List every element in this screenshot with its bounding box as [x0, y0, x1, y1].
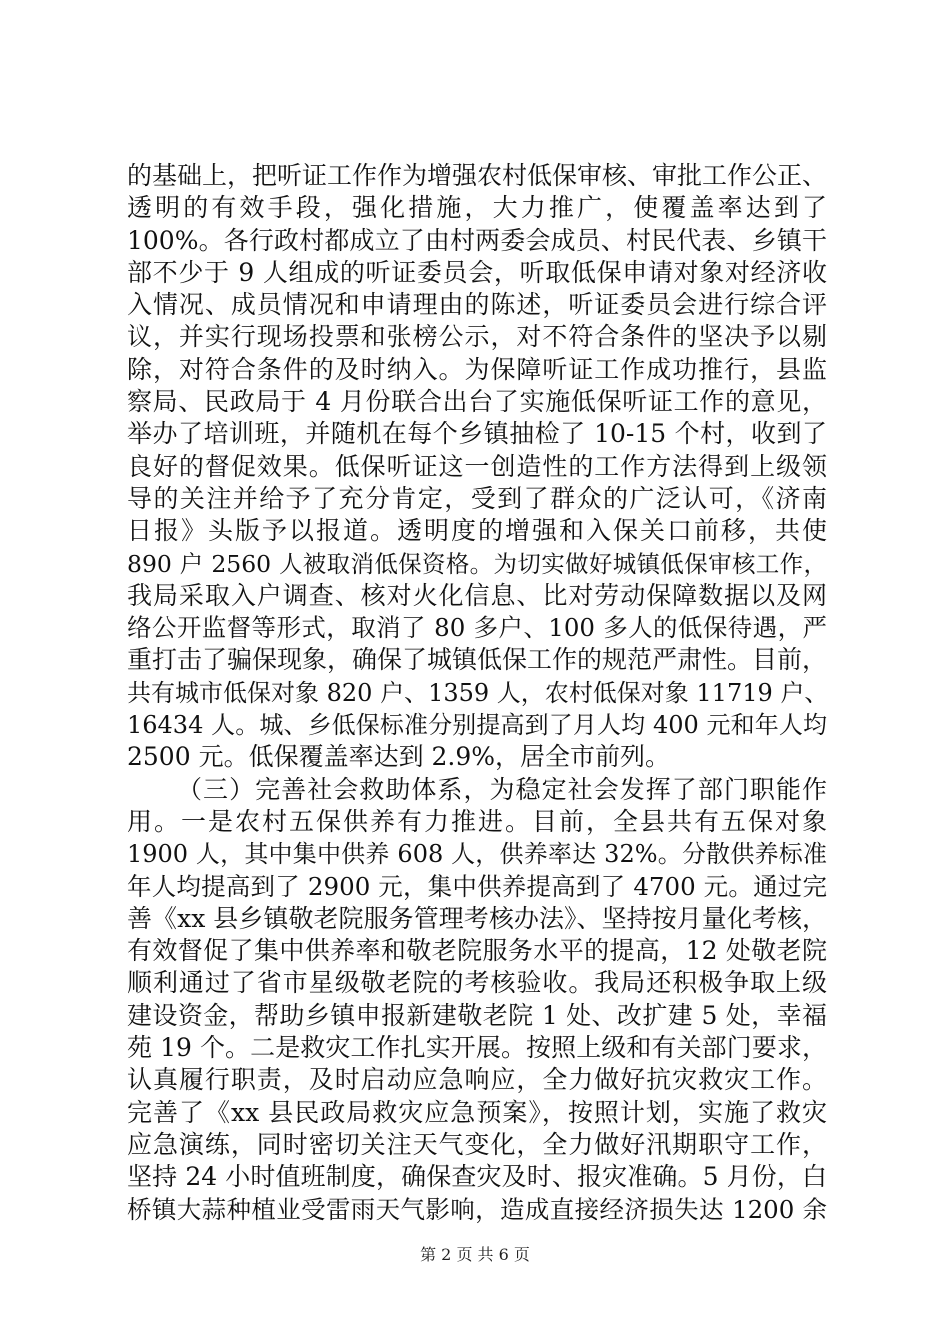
text-line: 透明的有效手段，强化措施，大力推广，使覆盖率达到了: [127, 193, 827, 223]
text-line: 部不少于 9 人组成的听证委员会，听取低保申请对象对经济收: [127, 257, 827, 287]
text-line: 坚持 24 小时值班制度，确保查灾及时、报灾准确。5 月份，白: [127, 1162, 827, 1192]
text-line: 议，并实行现场投票和张榜公示，对不符合条件的坚决予以剔: [127, 322, 827, 352]
text-line: 察局、民政局于 4 月份联合出台了实施低保听证工作的意见，: [127, 387, 827, 417]
text-line: 良好的督促效果。低保听证这一创造性的工作方法得到上级领: [127, 451, 827, 481]
text-line: 应急演练，同时密切关注天气变化，全力做好汛期职守工作，: [127, 1129, 827, 1159]
text-line: 年人均提高到了 2900 元，集中供养提高到了 4700 元。通过完: [127, 871, 827, 901]
text-line: 入情况、成员情况和申请理由的陈述，听证委员会进行综合评: [127, 290, 827, 320]
text-line: 认真履行职责，及时启动应急响应，全力做好抗灾救灾工作。: [127, 1065, 827, 1095]
text-line: 用。一是农村五保供养有力推进。目前，全县共有五保对象: [127, 806, 827, 836]
text-line: 日报》头版予以报道。透明度的增强和入保关口前移，共使: [127, 516, 827, 546]
text-line: 顺利通过了省市星级敬老院的考核验收。我局还积极争取上级: [127, 968, 827, 998]
text-line: 建设资金，帮助乡镇申报新建敬老院 1 处、改扩建 5 处，幸福: [127, 1000, 827, 1030]
text-line: 有效督促了集中供养率和敬老院服务水平的提高，12 处敬老院: [127, 936, 827, 966]
text-line: 1900 人，其中集中供养 608 人，供养率达 32%。分散供养标准: [127, 840, 827, 869]
text-line: 完善了《xx 县民政局救灾应急预案》，按照计划，实施了救灾: [127, 1097, 827, 1127]
text-line: 络公开监督等形式，取消了 80 多户、100 多人的低保待遇，严: [127, 613, 827, 643]
text-line: 重打击了骗保现象，确保了城镇低保工作的规范严肃性。目前，: [127, 645, 828, 675]
text-line: 导的关注并给予了充分肯定，受到了群众的广泛认可，《济南: [127, 483, 827, 513]
text-line: 890 户 2560 人被取消低保资格。为切实做好城镇低保审核工作，: [127, 549, 827, 578]
page-number-footer: 第 2 页 共 6 页: [420, 1245, 530, 1264]
text-line: 除，对符合条件的及时纳入。为保障听证工作成功推行，县监: [127, 354, 827, 384]
text-line: 善《xx 县乡镇敬老院服务管理考核办法》、坚持按月量化考核，: [127, 903, 827, 933]
text-line: 2500 元。低保覆盖率达到 2.9%，居全市前列。: [127, 742, 671, 772]
text-line: 举办了培训班，并随机在每个乡镇抽检了 10-15 个村，收到了: [127, 419, 827, 449]
document-body: [127, 160, 827, 1226]
text-line: 共有城市低保对象 820 户、1359 人，农村低保对象 11719 户、: [127, 678, 829, 707]
text-line: 我局采取入户调查、核对火化信息、比对劳动保障数据以及网: [127, 580, 827, 610]
text-line: 的基础上，把听证工作作为增强农村低保审核、审批工作公正、: [127, 161, 828, 190]
text-line: 100%。各行政村都成立了由村两委会成员、村民代表、乡镇干: [127, 225, 827, 255]
text-line: 桥镇大蒜种植业受雷雨天气影响，造成直接经济损失达 1200 余: [127, 1194, 827, 1224]
section-heading-line: （三）完善社会救助体系，为稳定社会发挥了部门职能作: [177, 774, 827, 804]
text-line: 16434 人。城、乡低保标准分别提高到了月人均 400 元和年人均: [127, 711, 827, 740]
text-line: 苑 19 个。二是救灾工作扎实开展。按照上级和有关部门要求，: [127, 1033, 827, 1063]
